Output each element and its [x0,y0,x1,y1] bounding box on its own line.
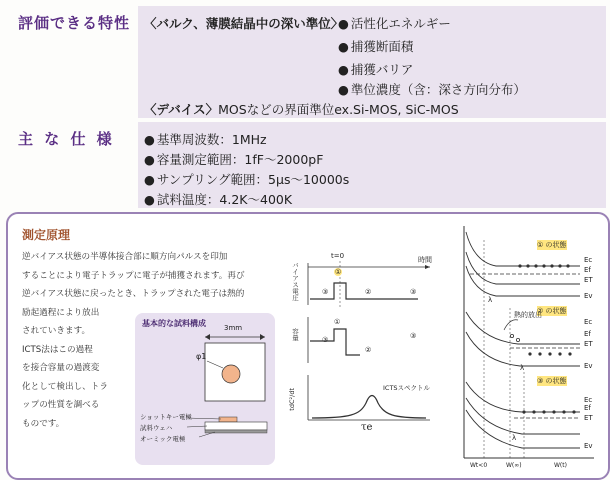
mark-2-bias: ② [365,288,372,296]
device-text: MOSなどの界面準位ex.Si-MOS, SiC-MOS [218,102,459,117]
principle-heading: 測定原理 [22,228,71,242]
mark-3a-bias: ③ [322,288,329,296]
spec-item-2: ● 容量測定範囲：1fF～2000pF [144,150,323,168]
ec-3: Ec [584,396,593,404]
mark-2-cap: ② [365,346,372,354]
state-3-label: ③ の状態 [537,377,567,385]
time-label: 時間 [418,256,432,264]
ohmic-label: オーミック電極 [140,435,186,443]
bulk-item-4: ● 準位濃度（含：深さ方向分布） [338,80,526,98]
band-diagrams [460,222,600,472]
phi-label: φ1 [196,352,207,361]
timing-diagrams [290,255,440,435]
lambda-2: λ [520,364,525,372]
mark-1-cap: ① [334,318,341,326]
bulk-item-2: ● 捕獲断面積 [338,37,413,55]
ec-2: Ec [584,318,593,326]
principle-line: を接合容量の過渡変 [22,363,100,373]
device-label: 〈デバイス〉 [144,102,219,117]
mark-3b-bias: ③ [410,288,417,296]
ef-3: Ef [584,404,591,412]
structure-title: 基本的な試料構成 [142,319,206,328]
tau-label: τe [361,422,373,433]
ef-1: Ef [584,266,591,274]
et-3: ET [584,414,593,422]
ev-1: Ev [584,292,593,300]
ev-3: Ev [584,442,593,450]
x-label-wt0: Wt<0 [470,462,488,469]
principle-line: 逆バイアス状態に戻ったとき、トラップされた電子は熱的 [22,289,245,299]
eval-heading: 評価できる特性 [18,14,131,32]
bulk-item-1: ● 活性化エネルギー [338,14,451,32]
lambda-1: λ [488,296,493,304]
ev-2: Ev [584,362,593,370]
spec-item-3: ● サンプリング範囲：5μs～10000s [144,170,349,188]
principle-line: 逆バイアス状態の半導体接合部に順方向パルスを印加 [22,252,228,262]
ef-2: Ef [584,330,591,338]
schottky-label: ショットキー電極 [140,413,192,421]
t0-label: t=0 [331,252,345,260]
principle-line: されていきます。 [22,326,91,336]
wafer-label: 試料ウェハ [140,424,173,432]
cap-axis-label: 容量 [291,328,299,341]
principle-line: ップの性質を調べる [22,400,100,410]
spec-heading: 主 な 仕 様 [18,130,115,148]
mark-1-bias: ① [335,268,342,276]
spec-item-1: ● 基準周波数：1MHz [144,130,267,148]
principle-line: 化として検出し、トラ [22,381,108,392]
principle-line: ものです。 [22,418,65,429]
mark-3b-cap: ③ [410,332,417,340]
ec-1: Ec [584,256,593,264]
emission-label: 熱的放出 [514,311,542,319]
state-2-label: ② の状態 [537,307,567,315]
x-label-wt: W(t) [554,462,567,469]
principle-line: 励起過程により放出 [22,307,100,318]
et-1: ET [584,276,593,284]
bias-axis-label: バイアス電圧 [291,262,299,301]
x-label-winf: W(∞) [506,462,522,469]
spec-axis-label: tdC²/dt [288,388,296,411]
mark-3a-cap: ③ [322,336,329,344]
state-1-label: ① の状態 [537,241,567,249]
lambda-3: λ [512,434,517,442]
principle-line: ICTS法はこの過程 [22,344,93,355]
dim-label: 3mm [224,324,243,332]
et-2: ET [584,340,593,348]
device-line [144,100,459,118]
bulk-label: 〈バルク、薄膜結晶中の深い準位〉 [144,16,344,31]
principle-line: することにより電子トラップに電子が捕獲されます。再び [22,270,245,281]
spec-item-4: ● 試料温度：4.2K～400K [144,190,292,208]
ictsspec-title: ICTSスペクトル [383,384,431,392]
bulk-item-3: ● 捕獲バリア [338,60,413,78]
